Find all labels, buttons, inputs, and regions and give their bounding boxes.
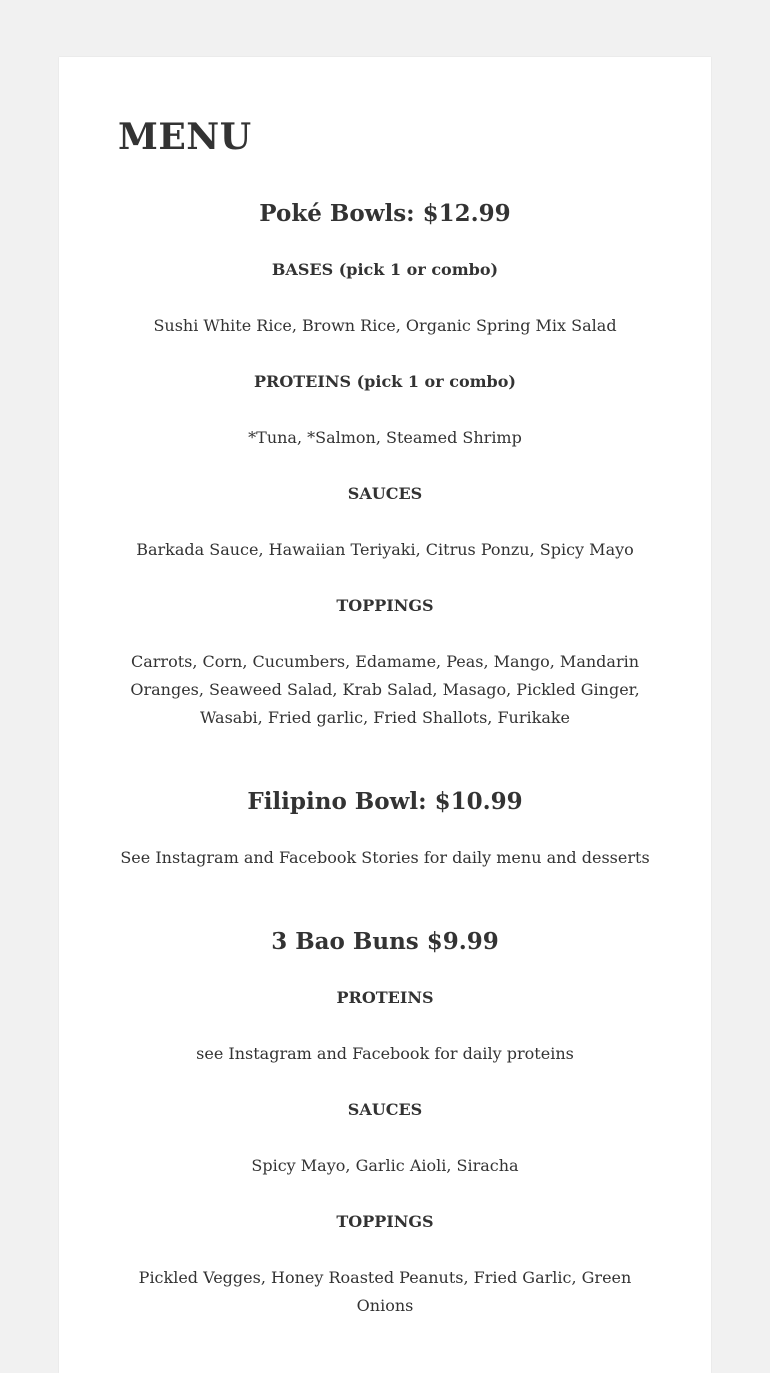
bao-toppings-heading: TOPPINGS — [336, 1212, 434, 1231]
poke-proteins-list: *Tuna, *Salmon, Steamed Shrimp — [248, 428, 522, 447]
poke-bases-heading: BASES (pick 1 or combo) — [271, 260, 499, 279]
bao-sauces-list: Spicy Mayo, Garlic Aioli, Siracha — [251, 1156, 519, 1175]
poke-toppings-heading: TOPPINGS — [336, 596, 434, 615]
filipino-bowl-title: Filipino Bowl: $10.99 — [247, 788, 523, 815]
filipino-bowl-note: See Instagram and Facebook Stories for daily menu and desserts — [120, 848, 650, 867]
poke-proteins-heading: PROTEINS (pick 1 or combo) — [254, 372, 516, 391]
poke-bowls-title: Poké Bowls: $12.99 — [259, 200, 511, 227]
poke-toppings-list: Carrots, Corn, Cucumbers, Edamame, Peas, Mango, Mandarin Oranges, Seaweed Salad, Krab Salad, Masago, Pickled Ginger, Wasabi, Fried garlic, Fried Shallots, Furikake — [130, 652, 640, 727]
bao-proteins-list: see Instagram and Facebook for daily proteins — [196, 1044, 574, 1063]
bao-toppings-list: Pickled Vegges, Honey Roasted Peanuts, Fried Garlic, Green Onions — [138, 1268, 632, 1315]
page-title: MENU — [118, 116, 252, 158]
poke-sauces-heading: SAUCES — [347, 484, 423, 503]
bao-proteins-heading: PROTEINS — [336, 988, 434, 1007]
poke-bases-list: Sushi White Rice, Brown Rice, Organic Spring Mix Salad — [153, 316, 617, 335]
bao-sauces-heading: SAUCES — [347, 1100, 423, 1119]
bao-buns-title: 3 Bao Buns $9.99 — [271, 928, 499, 955]
poke-sauces-list: Barkada Sauce, Hawaiian Teriyaki, Citrus Ponzu, Spicy Mayo — [136, 540, 634, 559]
